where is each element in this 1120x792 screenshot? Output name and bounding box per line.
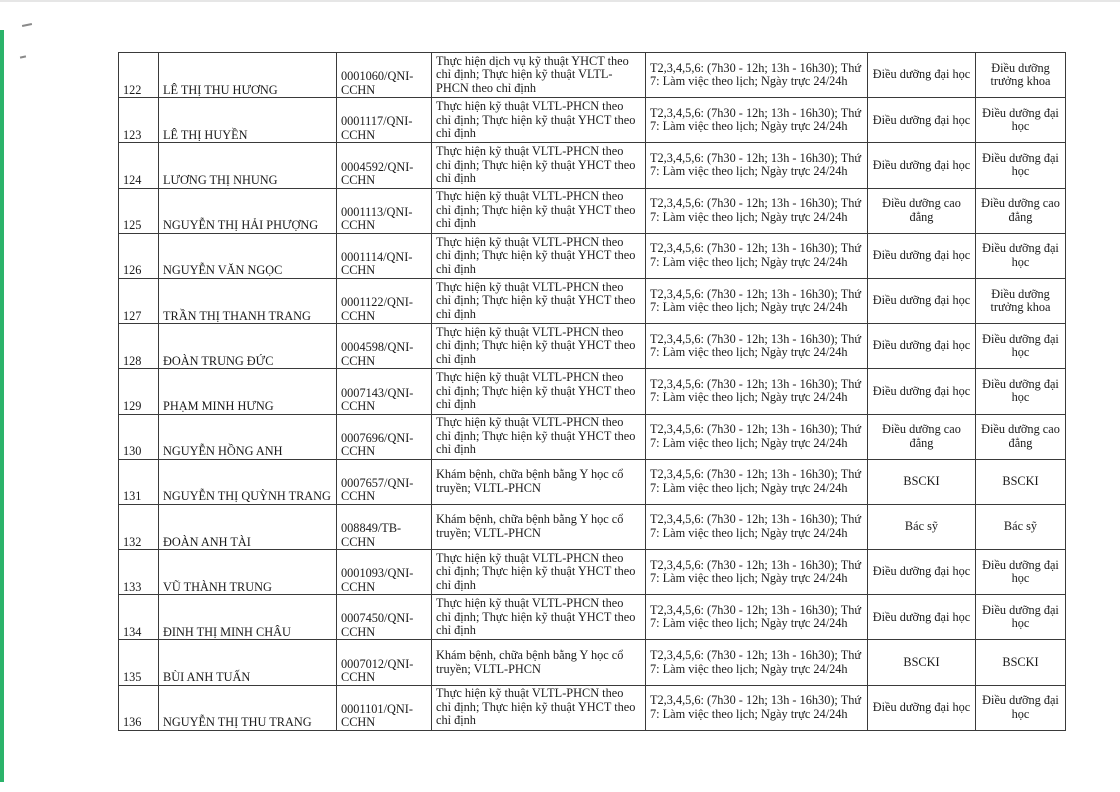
table-row — [119, 504, 1066, 549]
position-cell: Điều dưỡng đại học — [976, 324, 1066, 369]
staff-name-cell: LƯƠNG THỊ NHUNG — [159, 143, 337, 188]
license-number-cell: 0001113/QNI-CCHN — [337, 188, 432, 233]
row-number-cell: 132 — [119, 504, 159, 549]
page-top-edge — [0, 0, 1120, 2]
qualification-cell: Điều dưỡng đại học — [868, 143, 976, 188]
table-row — [119, 640, 1066, 685]
position-cell: Điều dưỡng đại học — [976, 685, 1066, 730]
position-cell: BSCKI — [976, 640, 1066, 685]
table-row — [119, 595, 1066, 640]
row-number-cell: 133 — [119, 550, 159, 595]
practice-scope-cell: Khám bệnh, chữa bệnh bằng Y học cổ truyền; VLTL-PHCN — [432, 504, 646, 549]
qualification-cell: BSCKI — [868, 459, 976, 504]
practice-scope-cell: Khám bệnh, chữa bệnh bằng Y học cổ truyền; VLTL-PHCN — [432, 640, 646, 685]
row-number-cell: 125 — [119, 188, 159, 233]
position-cell: Điều dưỡng đại học — [976, 98, 1066, 143]
working-hours-cell: T2,3,4,5,6: (7h30 - 12h; 13h - 16h30); Thứ 7: Làm việc theo lịch; Ngày trực 24/24h — [646, 459, 868, 504]
license-number-cell: 0007450/QNI-CCHN — [337, 595, 432, 640]
position-cell: Điều dưỡng đại học — [976, 369, 1066, 414]
table-row — [119, 324, 1066, 369]
practice-scope-cell: Thực hiện kỹ thuật VLTL-PHCN theo chỉ định; Thực hiện kỹ thuật YHCT theo chỉ định — [432, 143, 646, 188]
practice-scope-cell: Thực hiện kỹ thuật VLTL-PHCN theo chỉ định; Thực hiện kỹ thuật YHCT theo chỉ định — [432, 324, 646, 369]
license-number-cell: 0001114/QNI-CCHN — [337, 233, 432, 278]
qualification-cell: Điều dưỡng cao đẳng — [868, 414, 976, 459]
license-number-cell: 0001093/QNI-CCHN — [337, 550, 432, 595]
staff-name-cell: VŨ THÀNH TRUNG — [159, 550, 337, 595]
qualification-cell: Điều dưỡng đại học — [868, 685, 976, 730]
working-hours-cell: T2,3,4,5,6: (7h30 - 12h; 13h - 16h30); Thứ 7: Làm việc theo lịch; Ngày trực 24/24h — [646, 595, 868, 640]
table-row — [119, 143, 1066, 188]
working-hours-cell: T2,3,4,5,6: (7h30 - 12h; 13h - 16h30); Thứ 7: Làm việc theo lịch; Ngày trực 24/24h — [646, 550, 868, 595]
working-hours-cell: T2,3,4,5,6: (7h30 - 12h; 13h - 16h30); Thứ 7: Làm việc theo lịch; Ngày trực 24/24h — [646, 414, 868, 459]
practice-scope-cell: Thực hiện kỹ thuật VLTL-PHCN theo chỉ định; Thực hiện kỹ thuật YHCT theo chỉ định — [432, 685, 646, 730]
working-hours-cell: T2,3,4,5,6: (7h30 - 12h; 13h - 16h30); Thứ 7: Làm việc theo lịch; Ngày trực 24/24h — [646, 640, 868, 685]
working-hours-cell: T2,3,4,5,6: (7h30 - 12h; 13h - 16h30); Thứ 7: Làm việc theo lịch; Ngày trực 24/24h — [646, 188, 868, 233]
staff-name-cell: NGUYỄN THỊ HẢI PHƯỢNG — [159, 188, 337, 233]
working-hours-cell: T2,3,4,5,6: (7h30 - 12h; 13h - 16h30); Thứ 7: Làm việc theo lịch; Ngày trực 24/24h — [646, 98, 868, 143]
table-row — [119, 369, 1066, 414]
scan-mark — [22, 23, 32, 27]
row-number-cell: 129 — [119, 369, 159, 414]
practice-scope-cell: Thực hiện kỹ thuật VLTL-PHCN theo chỉ định; Thực hiện kỹ thuật YHCT theo chỉ định — [432, 188, 646, 233]
qualification-cell: Điều dưỡng đại học — [868, 595, 976, 640]
staff-name-cell: NGUYỄN THỊ QUỲNH TRANG — [159, 459, 337, 504]
row-number-cell: 124 — [119, 143, 159, 188]
position-cell: BSCKI — [976, 459, 1066, 504]
practice-scope-cell: Thực hiện kỹ thuật VLTL-PHCN theo chỉ định; Thực hiện kỹ thuật YHCT theo chỉ định — [432, 278, 646, 323]
license-number-cell: 0007696/QNI-CCHN — [337, 414, 432, 459]
working-hours-cell: T2,3,4,5,6: (7h30 - 12h; 13h - 16h30); Thứ 7: Làm việc theo lịch; Ngày trực 24/24h — [646, 53, 868, 98]
working-hours-cell: T2,3,4,5,6: (7h30 - 12h; 13h - 16h30); Thứ 7: Làm việc theo lịch; Ngày trực 24/24h — [646, 685, 868, 730]
scan-mark — [20, 55, 26, 58]
license-number-cell: 0004592/QNI-CCHN — [337, 143, 432, 188]
table-row — [119, 53, 1066, 98]
license-number-cell: 0001101/QNI-CCHN — [337, 685, 432, 730]
staff-name-cell: ĐOÀN ANH TÀI — [159, 504, 337, 549]
working-hours-cell: T2,3,4,5,6: (7h30 - 12h; 13h - 16h30); Thứ 7: Làm việc theo lịch; Ngày trực 24/24h — [646, 504, 868, 549]
qualification-cell: Điều dưỡng đại học — [868, 53, 976, 98]
practice-scope-cell: Thực hiện dịch vụ kỹ thuật YHCT theo chỉ định; Thực hiện kỹ thuật VLTL-PHCN theo chỉ định — [432, 53, 646, 98]
practice-scope-cell: Thực hiện kỹ thuật VLTL-PHCN theo chỉ định; Thực hiện kỹ thuật YHCT theo chỉ định — [432, 233, 646, 278]
qualification-cell: Điều dưỡng đại học — [868, 550, 976, 595]
staff-name-cell: BÙI ANH TUẤN — [159, 640, 337, 685]
staff-name-cell: PHẠM MINH HƯNG — [159, 369, 337, 414]
staff-name-cell: ĐINH THỊ MINH CHÂU — [159, 595, 337, 640]
position-cell: Điều dưỡng trưởng khoa — [976, 53, 1066, 98]
qualification-cell: Điều dưỡng đại học — [868, 324, 976, 369]
staff-name-cell: NGUYỄN HỒNG ANH — [159, 414, 337, 459]
position-cell: Bác sỹ — [976, 504, 1066, 549]
row-number-cell: 131 — [119, 459, 159, 504]
table-row — [119, 685, 1066, 730]
staff-table — [118, 52, 1066, 731]
working-hours-cell: T2,3,4,5,6: (7h30 - 12h; 13h - 16h30); Thứ 7: Làm việc theo lịch; Ngày trực 24/24h — [646, 369, 868, 414]
practice-scope-cell: Thực hiện kỹ thuật VLTL-PHCN theo chỉ định; Thực hiện kỹ thuật YHCT theo chỉ định — [432, 550, 646, 595]
working-hours-cell: T2,3,4,5,6: (7h30 - 12h; 13h - 16h30); Thứ 7: Làm việc theo lịch; Ngày trực 24/24h — [646, 324, 868, 369]
license-number-cell: 0004598/QNI-CCHN — [337, 324, 432, 369]
qualification-cell: Bác sỹ — [868, 504, 976, 549]
row-number-cell: 122 — [119, 53, 159, 98]
license-number-cell: 0007657/QNI-CCHN — [337, 459, 432, 504]
license-number-cell: 008849/TB-CCHN — [337, 504, 432, 549]
position-cell: Điều dưỡng cao đẳng — [976, 414, 1066, 459]
staff-name-cell: ĐOÀN TRUNG ĐỨC — [159, 324, 337, 369]
row-number-cell: 127 — [119, 278, 159, 323]
row-number-cell: 130 — [119, 414, 159, 459]
staff-name-cell: TRẦN THỊ THANH TRANG — [159, 278, 337, 323]
row-number-cell: 128 — [119, 324, 159, 369]
table-row — [119, 459, 1066, 504]
practice-scope-cell: Thực hiện kỹ thuật VLTL-PHCN theo chỉ định; Thực hiện kỹ thuật YHCT theo chỉ định — [432, 98, 646, 143]
row-number-cell: 134 — [119, 595, 159, 640]
table-row — [119, 98, 1066, 143]
staff-name-cell: LÊ THỊ HUYỀN — [159, 98, 337, 143]
practice-scope-cell: Thực hiện kỹ thuật VLTL-PHCN theo chỉ định; Thực hiện kỹ thuật YHCT theo chỉ định — [432, 595, 646, 640]
table-row — [119, 233, 1066, 278]
position-cell: Điều dưỡng cao đẳng — [976, 188, 1066, 233]
working-hours-cell: T2,3,4,5,6: (7h30 - 12h; 13h - 16h30); Thứ 7: Làm việc theo lịch; Ngày trực 24/24h — [646, 143, 868, 188]
table-row — [119, 188, 1066, 233]
practice-scope-cell: Thực hiện kỹ thuật VLTL-PHCN theo chỉ định; Thực hiện kỹ thuật YHCT theo chỉ định — [432, 369, 646, 414]
license-number-cell: 0001117/QNI-CCHN — [337, 98, 432, 143]
row-number-cell: 126 — [119, 233, 159, 278]
license-number-cell: 0001122/QNI-CCHN — [337, 278, 432, 323]
practice-scope-cell: Thực hiện kỹ thuật VLTL-PHCN theo chỉ định; Thực hiện kỹ thuật YHCT theo chỉ định — [432, 414, 646, 459]
scan-left-edge — [0, 30, 4, 782]
license-number-cell: 0007012/QNI-CCHN — [337, 640, 432, 685]
staff-name-cell: NGUYỄN VĂN NGỌC — [159, 233, 337, 278]
qualification-cell: Điều dưỡng đại học — [868, 369, 976, 414]
qualification-cell: Điều dưỡng đại học — [868, 278, 976, 323]
practice-scope-cell: Khám bệnh, chữa bệnh bằng Y học cổ truyền; VLTL-PHCN — [432, 459, 646, 504]
qualification-cell: Điều dưỡng đại học — [868, 233, 976, 278]
row-number-cell: 136 — [119, 685, 159, 730]
table-row — [119, 278, 1066, 323]
license-number-cell: 0001060/QNI-CCHN — [337, 53, 432, 98]
row-number-cell: 135 — [119, 640, 159, 685]
table-row — [119, 550, 1066, 595]
staff-name-cell: LÊ THỊ THU HƯƠNG — [159, 53, 337, 98]
staff-table-body — [119, 53, 1066, 731]
qualification-cell: BSCKI — [868, 640, 976, 685]
working-hours-cell: T2,3,4,5,6: (7h30 - 12h; 13h - 16h30); Thứ 7: Làm việc theo lịch; Ngày trực 24/24h — [646, 233, 868, 278]
position-cell: Điều dưỡng đại học — [976, 233, 1066, 278]
position-cell: Điều dưỡng đại học — [976, 143, 1066, 188]
qualification-cell: Điều dưỡng đại học — [868, 98, 976, 143]
position-cell: Điều dưỡng trưởng khoa — [976, 278, 1066, 323]
staff-name-cell: NGUYỄN THỊ THU TRANG — [159, 685, 337, 730]
position-cell: Điều dưỡng đại học — [976, 595, 1066, 640]
row-number-cell: 123 — [119, 98, 159, 143]
position-cell: Điều dưỡng đại học — [976, 550, 1066, 595]
qualification-cell: Điều dưỡng cao đẳng — [868, 188, 976, 233]
license-number-cell: 0007143/QNI-CCHN — [337, 369, 432, 414]
table-row — [119, 414, 1066, 459]
working-hours-cell: T2,3,4,5,6: (7h30 - 12h; 13h - 16h30); Thứ 7: Làm việc theo lịch; Ngày trực 24/24h — [646, 278, 868, 323]
